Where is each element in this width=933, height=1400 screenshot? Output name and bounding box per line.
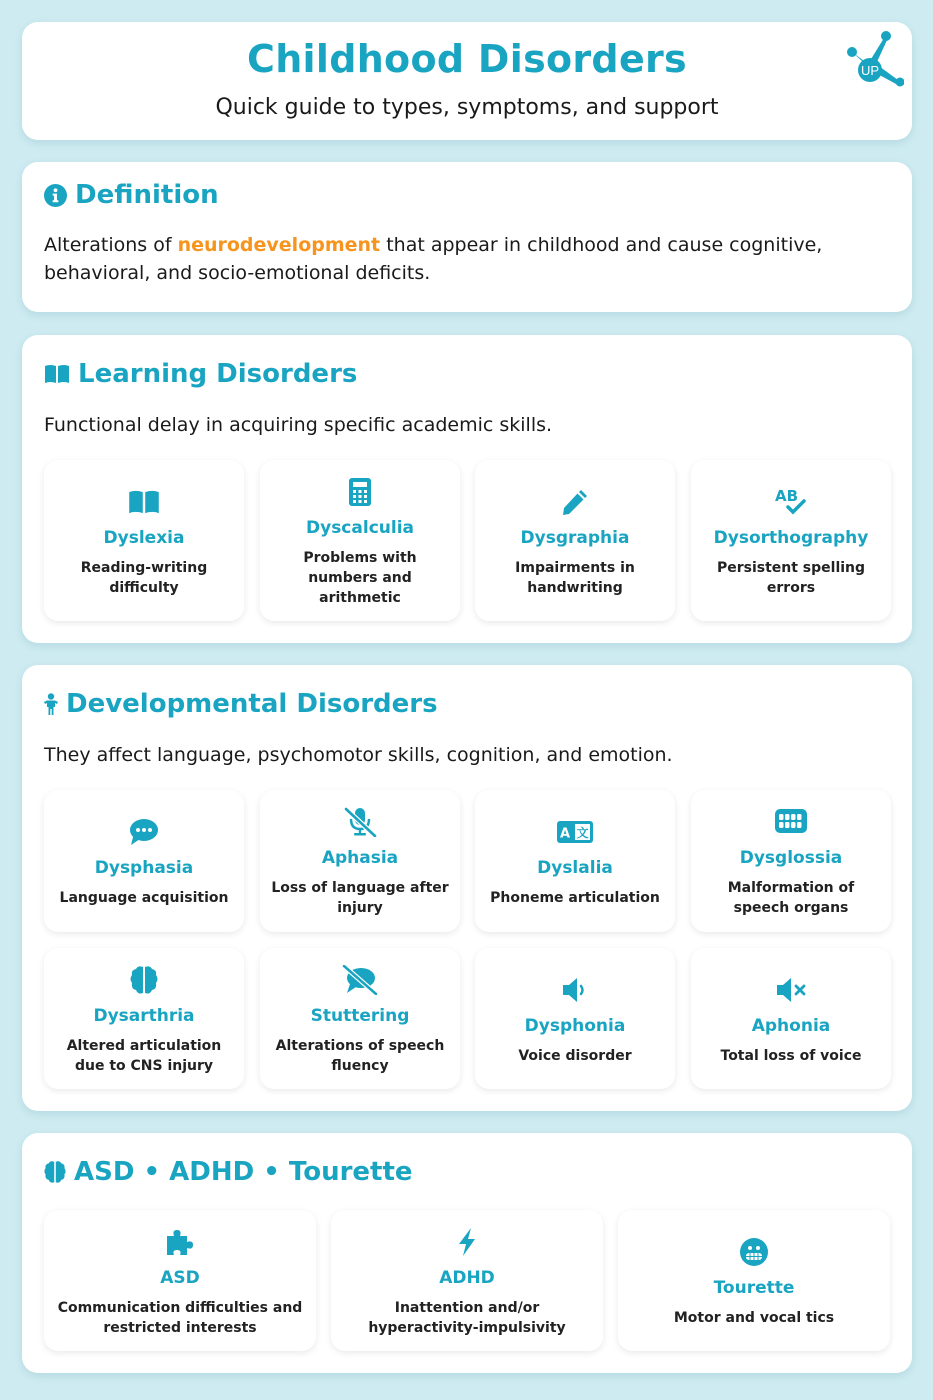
tile-dysarthria bbox=[44, 948, 244, 1089]
tile-description: Phoneme articulation bbox=[490, 890, 660, 906]
tile-description: Language acquisition bbox=[59, 890, 229, 906]
tile-description: Alterations of speech fluency bbox=[275, 1037, 445, 1074]
tile-asd bbox=[44, 1210, 316, 1351]
brain-icon bbox=[130, 965, 158, 995]
tile-description: Inattention and/or hyperactivity-impulsivity bbox=[368, 1299, 566, 1336]
tile-dyslalia bbox=[475, 790, 675, 932]
puzzle-piece-icon bbox=[165, 1228, 195, 1256]
asd-adhd-tourette-card bbox=[22, 1133, 912, 1373]
learning-title: Learning Disorders bbox=[78, 359, 358, 389]
tile-name: Dysarthria bbox=[93, 1005, 195, 1026]
pencil-icon bbox=[561, 488, 589, 516]
tile-dysorthography bbox=[691, 460, 891, 621]
tile-tourette bbox=[618, 1210, 890, 1351]
spell-check-icon bbox=[775, 487, 807, 517]
tile-name: Stuttering bbox=[310, 1005, 410, 1026]
developmental-description: They affect language, psychomotor skills, cognition, and emotion. bbox=[44, 744, 673, 766]
tile-name: Tourette bbox=[713, 1277, 795, 1298]
teeth-icon bbox=[775, 809, 807, 835]
asd-title: ASD • ADHD • Tourette bbox=[74, 1157, 413, 1187]
tile-dysphonia bbox=[475, 948, 675, 1089]
tile-description: Communication difficulties and restricted interests bbox=[57, 1299, 303, 1336]
learning-heading bbox=[44, 359, 357, 389]
info-circle-icon bbox=[44, 184, 67, 207]
language-icon bbox=[557, 821, 593, 843]
logo-icon bbox=[844, 30, 904, 90]
calculator-icon bbox=[349, 478, 371, 506]
tile-description: Impairments in handwriting bbox=[515, 559, 635, 596]
tile-dyscalculia bbox=[260, 460, 460, 621]
tile-name: Dyscalculia bbox=[306, 517, 414, 538]
tile-name: Dysglossia bbox=[739, 848, 843, 868]
tile-description: Voice disorder bbox=[518, 1047, 632, 1064]
volume-low-icon bbox=[561, 977, 589, 1003]
tile-aphonia bbox=[691, 948, 891, 1089]
tile-adhd bbox=[331, 1210, 603, 1351]
page-subtitle: Quick guide to types, symptoms, and support bbox=[215, 95, 719, 120]
svg-text:文: 文 bbox=[576, 826, 589, 840]
tile-dysgraphia bbox=[475, 460, 675, 621]
tile-name: Dyslalia bbox=[537, 858, 613, 878]
svg-text:UP: UP bbox=[860, 63, 880, 78]
child-icon bbox=[44, 693, 58, 715]
tile-name: Dyslexia bbox=[103, 527, 185, 548]
microphone-slash-icon bbox=[342, 807, 378, 837]
grimace-face-icon bbox=[740, 1238, 768, 1266]
tile-dysglossia bbox=[691, 790, 891, 932]
definition-text bbox=[44, 231, 890, 287]
page-title: Childhood Disorders bbox=[247, 37, 687, 81]
tile-name: Dysorthography bbox=[713, 527, 869, 548]
svg-text:A: A bbox=[560, 826, 571, 842]
tile-dyslexia bbox=[44, 460, 244, 621]
tile-stuttering bbox=[260, 948, 460, 1089]
tile-dysphasia bbox=[44, 790, 244, 932]
definition-heading bbox=[44, 180, 219, 210]
tile-name: Dysphasia bbox=[94, 858, 194, 878]
tile-description: Reading-writing difficulty bbox=[80, 559, 208, 596]
highlight-term: neurodevelopment bbox=[177, 234, 381, 256]
tile-description: Altered articulation due to CNS injury bbox=[66, 1037, 222, 1074]
comment-slash-icon bbox=[342, 965, 378, 995]
tile-description: Total loss of voice bbox=[720, 1047, 862, 1064]
tile-name: ADHD bbox=[439, 1267, 495, 1288]
tile-name: Dysgraphia bbox=[520, 527, 630, 548]
comment-dots-icon bbox=[129, 818, 159, 846]
definition-title: Definition bbox=[75, 180, 219, 210]
tile-description: Persistent spelling errors bbox=[716, 559, 866, 596]
tile-description: Malformation of speech organs bbox=[727, 880, 855, 916]
bolt-icon bbox=[456, 1227, 478, 1257]
volume-xmark-icon bbox=[775, 977, 807, 1003]
definition-card bbox=[22, 162, 912, 312]
developmental-disorders-card bbox=[22, 665, 912, 1111]
developmental-title: Developmental Disorders bbox=[66, 689, 438, 719]
asd-heading bbox=[44, 1157, 413, 1187]
brain-icon bbox=[44, 1160, 66, 1184]
book-open-icon bbox=[128, 489, 160, 515]
tile-name: Aphasia bbox=[321, 848, 399, 868]
header-card bbox=[22, 22, 912, 140]
tile-name: Dysphonia bbox=[524, 1015, 626, 1036]
learning-disorders-card bbox=[22, 335, 912, 643]
tile-description: Motor and vocal tics bbox=[673, 1309, 835, 1326]
book-open-icon bbox=[44, 364, 70, 384]
tile-description: Problems with numbers and arithmetic bbox=[303, 549, 417, 606]
tile-aphasia bbox=[260, 790, 460, 932]
definition-text-start: Alterations of bbox=[44, 234, 178, 256]
developmental-heading bbox=[44, 689, 438, 719]
tile-name: Aphonia bbox=[751, 1015, 831, 1036]
learning-description: Functional delay in acquiring specific academic skills. bbox=[44, 414, 553, 436]
tile-name: ASD bbox=[160, 1267, 200, 1288]
definition-text-end: that appear in childhood and cause cognitive, behavioral, and socio-emotional deficits. bbox=[44, 234, 823, 284]
svg-text:AB: AB bbox=[775, 486, 799, 505]
tile-description: Loss of language after injury bbox=[271, 880, 449, 916]
